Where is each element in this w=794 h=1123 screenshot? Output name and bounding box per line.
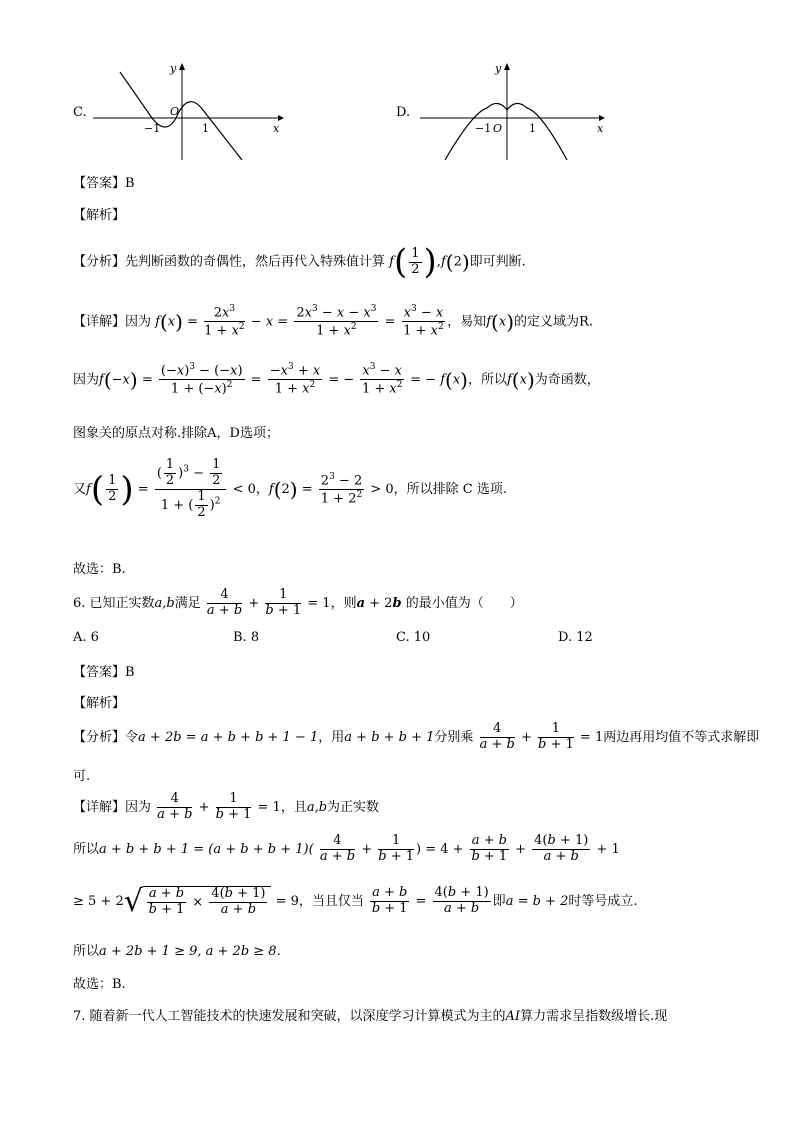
tick-neg1: −1	[475, 122, 492, 135]
x-label: x	[597, 122, 604, 135]
q6-stem: 6. 已知正实数a,b满足 $\frac{4}{a + b}$ + $\frac{1}{b + 1}$ = 1，则a + 2b 的最小值为（ ）	[73, 587, 523, 618]
q6-detail-line4: 所以a + 2b + 1 ≥ 9, a + 2b ≥ 8.	[73, 944, 281, 959]
q7-stem: 7. 随着新一代人工智能技术的快速发展和突破，以深度学习计算模式为主的AI算力需求呈指数级增长.现	[73, 1009, 668, 1024]
x-axis-arrow	[599, 115, 605, 121]
tick-1: 1	[202, 122, 209, 135]
tick-1: 1	[529, 122, 536, 135]
q6-option-b: B. 8	[233, 630, 260, 645]
q6-analysis-tag: 【解析】	[73, 696, 126, 711]
q5-detail-line4: 又f( $\frac{1}{2}$ ) = ( $\frac{1}{2}$ )$^3$ − $\frac{1}{2}$ 1 + ( $\frac{1}{2}$ )$^2$ < 0，f(2) = $\frac{2^3 - 2}{1 + 2^2}$ > 0，所以排除 C 选项.	[73, 457, 508, 520]
q6-detail-line2: 所以a + b + b + 1 = (a + b + b + 1)( $\frac{4}{a + b}$ + $\frac{1}{b + 1}$ ) = 4 + $\frac{a + b}{b + 1}$ + $\frac{4(b + 1)}{a + b}$ + 1	[73, 833, 620, 864]
q5-detail-line3: 图象关的原点对称.排除A，D选项；	[73, 426, 279, 441]
origin-label: O	[170, 105, 180, 118]
graph-c	[88, 60, 288, 165]
q5-detail-line2: 因为f(−x) = $\frac{(-x)^3 - (-x)}{1 + (-x)^2}$ = $\frac{-x^3 + x}{1 + x^2}$ = − $\frac{x^3 - x}{1 + x^2}$ = − f(x)，所以f(x)为奇函数，	[73, 362, 600, 397]
q6-detail-line3: ≥ 5 + 2√ $\frac{a + b}{b + 1}$ × $\frac{4(b + 1)}{a + b}$ = 9，当且仅当 $\frac{a + b}{b + 1}$ = $\frac{4(b + 1)}{a + b}$ 即a = b + 2时等号成立.	[73, 884, 638, 919]
option-d-label: D.	[396, 105, 411, 120]
q6-option-a: A. 6	[73, 630, 99, 645]
q6-final: 故选：B.	[73, 977, 126, 992]
tick-neg1: −1	[144, 122, 161, 135]
q6-fenxi: 【分析】令a + 2b = a + b + b + 1 − 1，用a + b + b + 1分别乘 $\frac{4}{a + b}$ + $\frac{1}{b + 1}$ = 1两边再用均值不等式求解即	[73, 721, 760, 752]
q5-analysis-tag: 【解析】	[73, 208, 126, 223]
q6-option-d: D. 12	[558, 630, 593, 645]
curve-d	[445, 103, 567, 160]
y-axis-arrow	[179, 63, 185, 70]
graph-d	[415, 60, 615, 165]
q5-final: 故选：B.	[73, 562, 126, 577]
q5-answer: 【答案】B	[73, 176, 135, 191]
y-label: y	[495, 62, 502, 75]
x-axis-arrow	[278, 115, 284, 121]
q5-detail-line1: 【详解】因为 f(x) = $\frac{2x^3}{1 + x^2}$ − x = $\frac{2x^3 - x - x^3}{1 + x^2}$ = $\frac{x^3 - x}{1 + x^2}$ ，易知f(x)的定义域为R.	[73, 304, 593, 339]
y-axis-arrow	[504, 63, 510, 70]
q6-fenxi-cont: 可.	[73, 769, 91, 784]
q5-fenxi: 【分析】先判断函数的奇偶性，然后再代入特殊值计算 f( $\frac{1}{2}$ ),f(2)即可判断.	[73, 242, 526, 282]
x-label: x	[273, 122, 280, 135]
q6-option-c: C. 10	[396, 630, 431, 645]
origin-label: O	[493, 122, 503, 135]
y-label: y	[170, 62, 177, 75]
q6-detail-line1: 【详解】因为 $\frac{4}{a + b}$ + $\frac{1}{b + 1}$ = 1，且a,b为正实数	[73, 791, 380, 822]
curve-c	[120, 72, 242, 160]
q6-answer: 【答案】B	[73, 665, 135, 680]
option-c-label: C.	[73, 105, 87, 120]
